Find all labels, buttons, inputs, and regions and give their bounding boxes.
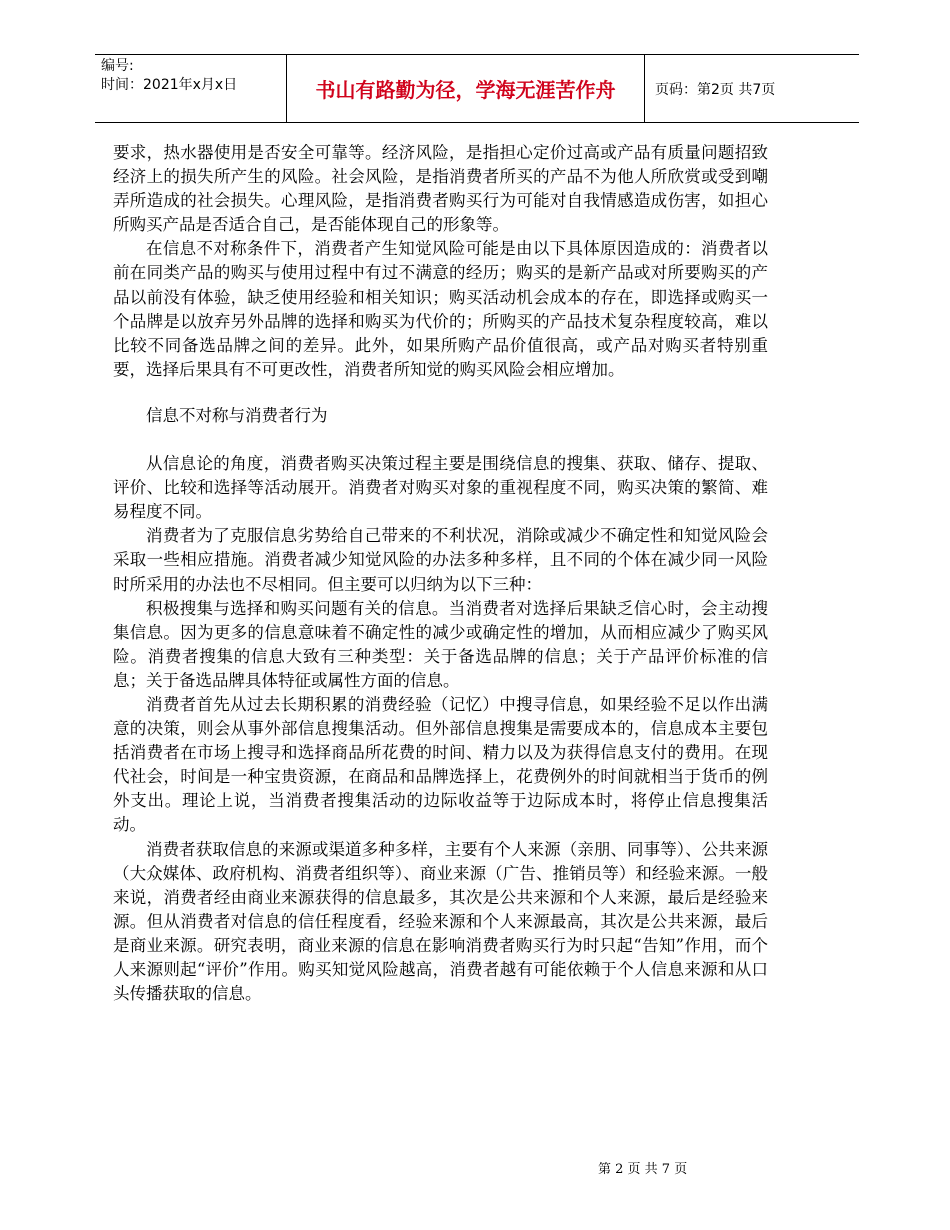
document-number-label: 编号: — [101, 58, 134, 74]
paragraph-1: 要求，热水器使用是否安全可靠等。经济风险，是指担心定价过高或产品有质量问题招致经济上的损失所产生的风险。社会风险，是指消费者所买的产品不为他人所欣赏或受到嘲弄所造成的社会损失。心理风险，是指消费者购买行为可能对自我情感造成伤害，如担心所购买产品是否适合自己，是否能体现自己的形象等。 — [113, 143, 768, 235]
paragraph-4: 消费者为了克服信息劣势给自己带来的不利状况，消除或减少不确定性和知觉风险会采取一些相应措施。消费者减少知觉风险的办法多种多样，且不同的个体在减少同一风险时所采用的办法也不尽相同。但主要可以归纳为以下三种： — [113, 526, 768, 594]
section-heading: 信息不对称与消费者行为 — [146, 405, 328, 425]
document-body — [113, 141, 768, 1006]
paragraph-3: 从信息论的角度，消费者购买决策过程主要是围绕信息的搜集、获取、储存、提取、评价、比较和选择等活动展开。消费者对购买对象的重视程度不同，购买决策的繁简、难易程度不同。 — [113, 454, 768, 522]
paragraph-5: 积极搜集与选择和购买问题有关的信息。当消费者对选择后果缺乏信心时，会主动搜集信息。因为更多的信息意味着不确定性的减少或确定性的增加，从而相应减少了购买风险。消费者搜集的信息大致有三种类型：关于备选品牌的信息；关于产品评价标准的信息；关于备选品牌具体特征或属性方面的信息。 — [113, 598, 768, 690]
paragraph-7: 消费者获取信息的来源或渠道多种多样，主要有个人来源（亲朋、同事等）、公共来源（大众媒体、政府机构、消费者组织等）、商业来源（广告、推销员等）和经验来源。一般来说，消费者经由商业来源获得的信息最多，其次是公共来源和个人来源，最后是经验来源。但从消费者对信息的信任程度看，经验来源和个人来源最高，其次是公共来源，最后是商业来源。研究表明，商业来源的信息在影响消费者购买行为时只起“告知”作用，而个人来源则起“评价”作用。购买知觉风险越高，消费者越有可能依赖于个人信息来源和从口头传播获取的信息。 — [113, 839, 768, 1004]
header-page-info: 页码：第2页 共7页 — [655, 82, 776, 98]
motto-text: 书山有路勤为径，学海无涯苦作舟 — [315, 78, 616, 102]
page-footer: 第 2 页 共 7 页 — [598, 1162, 688, 1177]
document-date: 时间：2021年x月x日 — [101, 77, 238, 93]
paragraph-6: 消费者首先从过去长期积累的消费经验（记忆）中搜寻信息，如果经验不足以作出满意的决策，则会从事外部信息搜集活动。但外部信息搜集是需要成本的，信息成本主要包括消费者在市场上搜寻和选择商品所花费的时间、精力以及为获得信息支付的费用。在现代社会，时间是一种宝贵资源，在商品和品牌选择上，花费例外的时间就相当于货币的例外支出。理论上说，当消费者搜集活动的边际收益等于边际成本时，将停止信息搜集活动。 — [113, 694, 768, 835]
header-meta — [95, 55, 286, 122]
page-header — [95, 54, 859, 123]
header-motto — [286, 55, 645, 122]
paragraph-2: 在信息不对称条件下，消费者产生知觉风险可能是由以下具体原因造成的：消费者以前在同类产品的购买与使用过程中有过不满意的经历；购买的是新产品或对所要购买的产品以前没有体验，缺乏使用经验和相关知识；购买活动机会成本的存在，即选择或购买一个品牌是以放弃另外品牌的选择和购买为代价的；所购买的产品技术复杂程度较高，难以比较不同备选品牌之间的差异。此外，如果所购产品价值很高，或产品对购买者特别重要，选择后果具有不可更改性，消费者所知觉的购买风险会相应增加。 — [113, 239, 768, 379]
